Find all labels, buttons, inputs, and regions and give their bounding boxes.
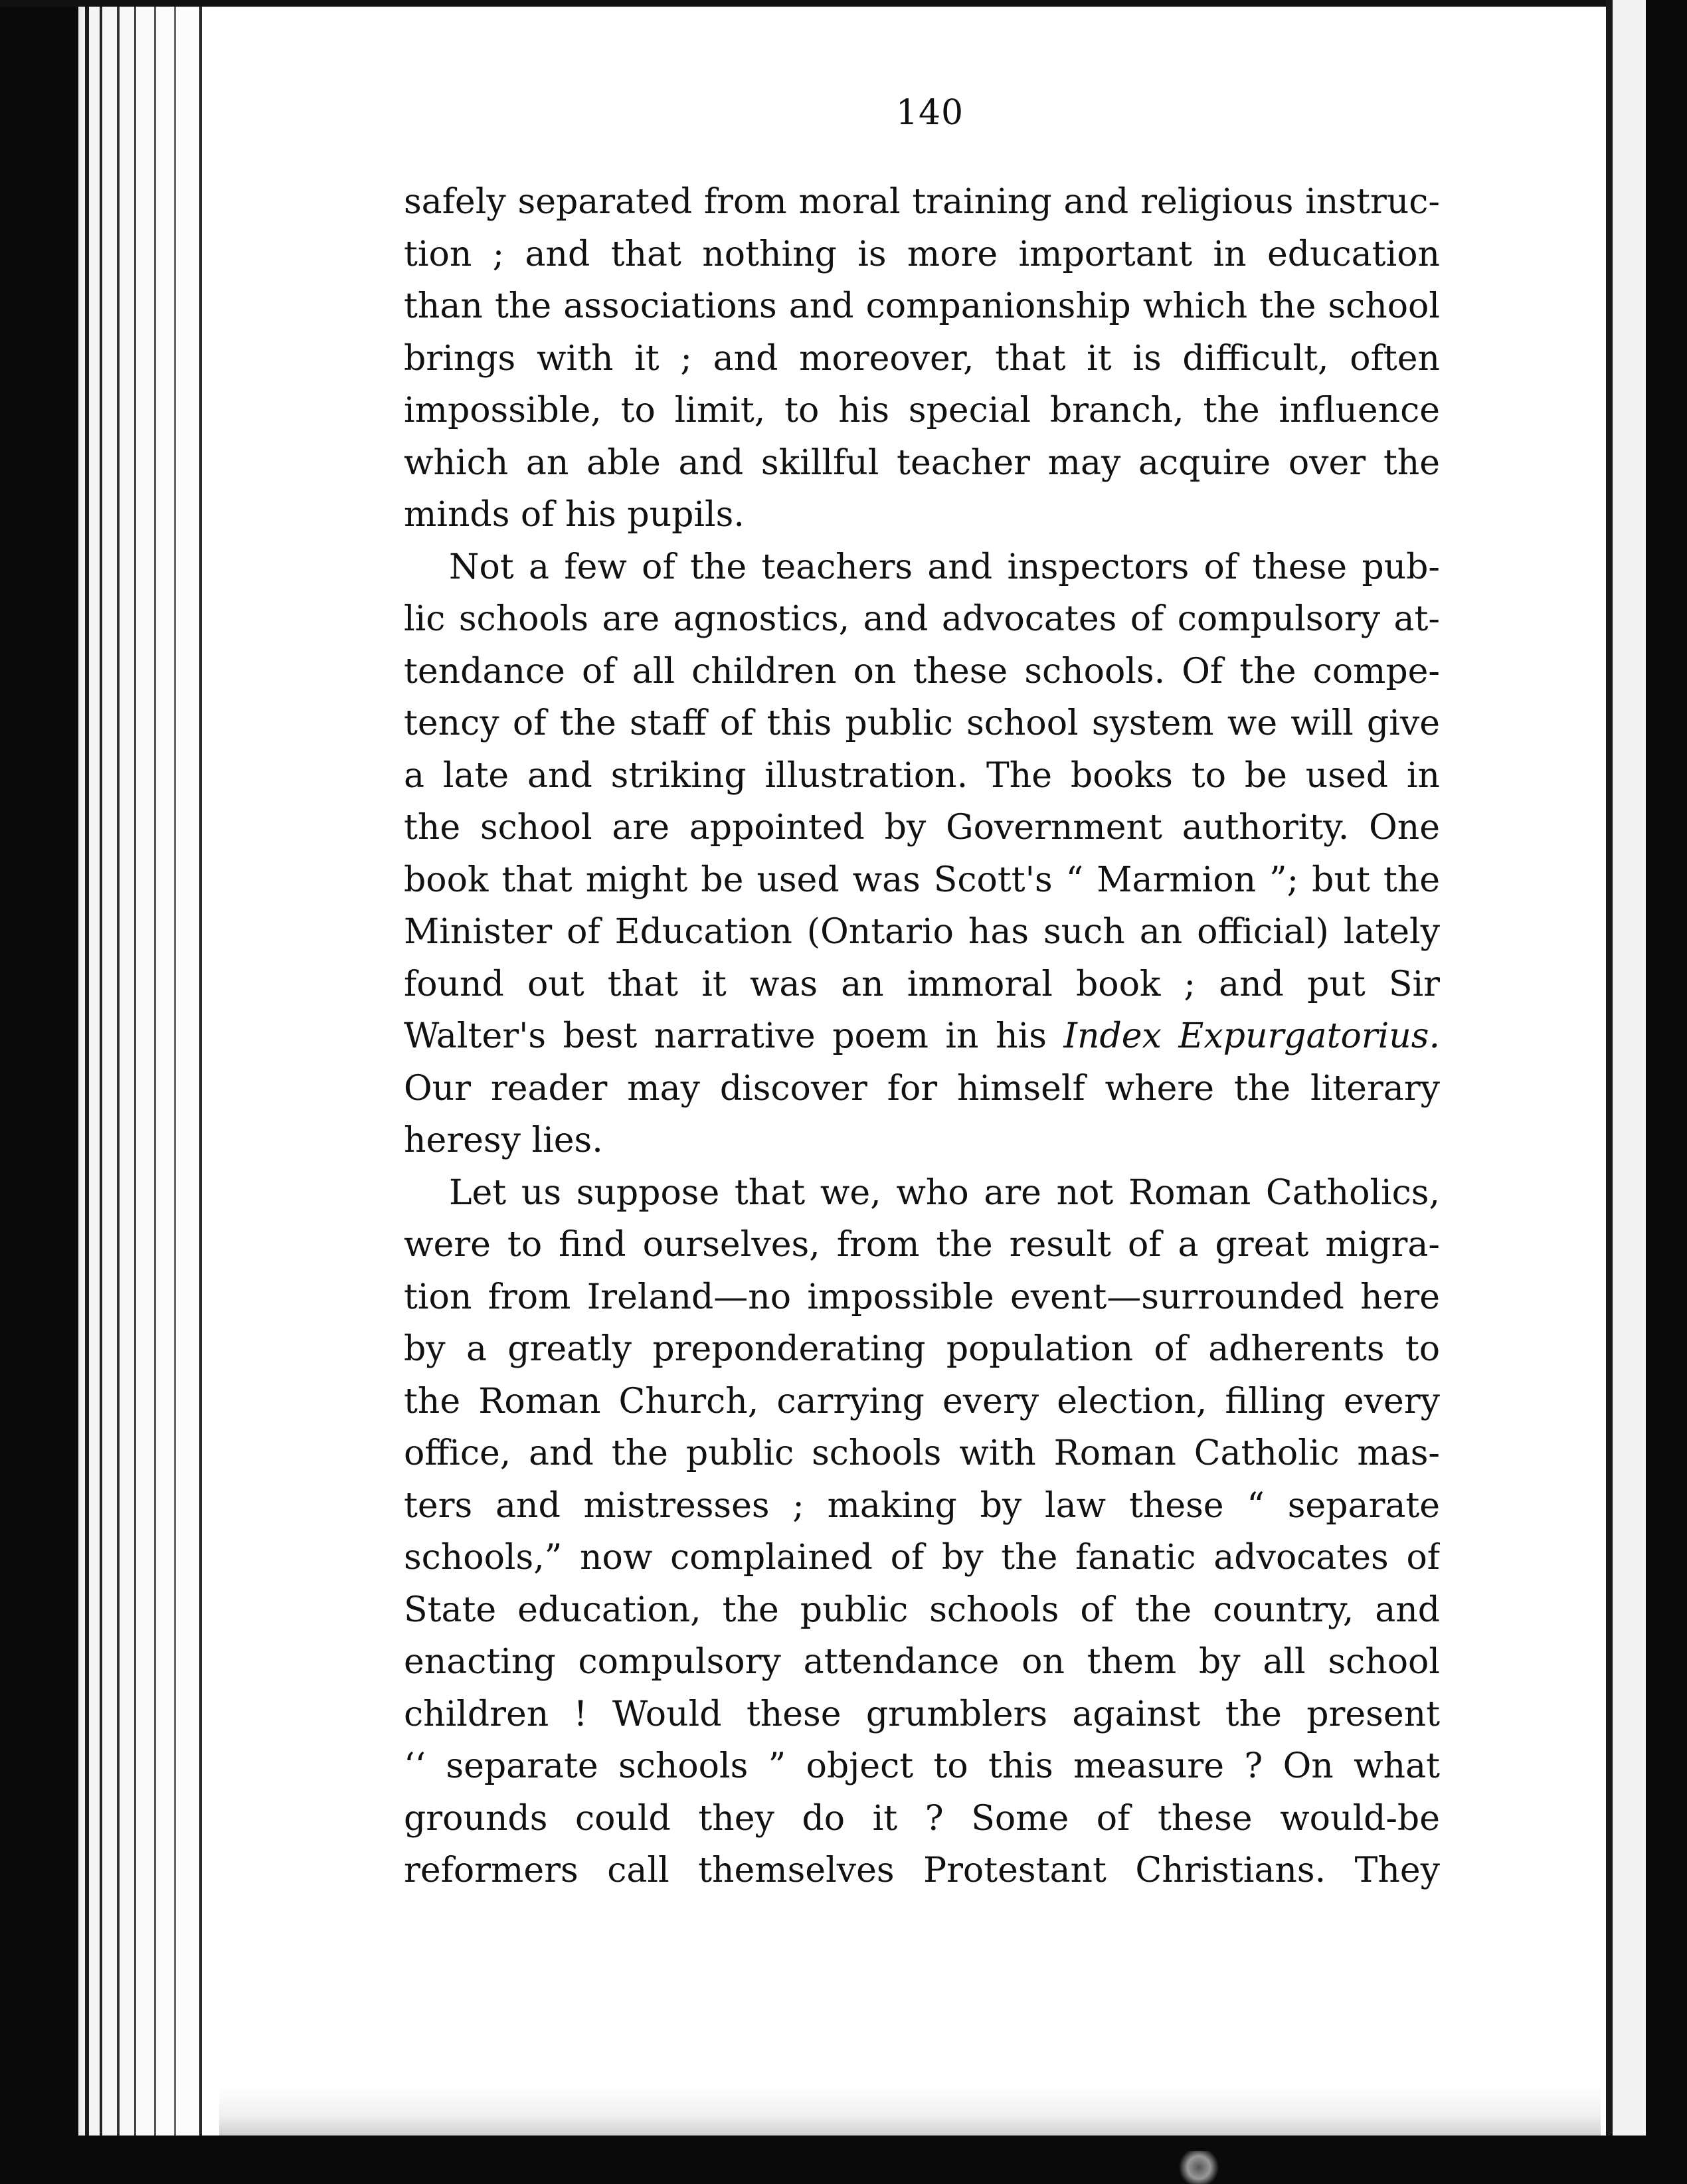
text-line: children ! Would these grumblers against the present: [404, 1694, 1440, 1734]
text-line: tion ; and that nothing is more important in education: [404, 234, 1440, 274]
text-line: tendance of all children on these schools. Of the compe-: [404, 651, 1440, 691]
text-line: Let us suppose that we, who are not Roman Catholics,: [449, 1172, 1440, 1213]
scan-right-border: [1606, 0, 1687, 2184]
text-line: office, and the public schools with Roman Catholic mas-: [404, 1433, 1440, 1473]
text-line: Not a few of the teachers and inspectors of these pub-: [449, 547, 1440, 587]
italic-title: Index Expurgatorius.: [1063, 1016, 1440, 1056]
text-line: ‘‘ separate schools ” object to this measure ? On what: [404, 1746, 1440, 1786]
text-line: State education, the public schools of the country, and: [404, 1590, 1440, 1630]
text-line: reformers call themselves Protestant Christians. They: [404, 1851, 1440, 1890]
book-spine-edge: [0, 0, 219, 2184]
text-line: heresy lies.: [404, 1121, 603, 1160]
scan-bottom-border: [0, 2136, 1687, 2184]
text-line: tency of the staff of this public school system we will give: [404, 703, 1440, 743]
page-body: [404, 176, 1440, 1897]
text-line: than the associations and companionship which the school: [404, 286, 1440, 326]
text-line: minds of his pupils.: [404, 495, 745, 535]
text-segment: Walter's best narrative poem in his: [404, 1016, 1064, 1056]
text-line: which an able and skillful teacher may acquire over the: [404, 442, 1440, 483]
page-bottom-margin: [219, 2086, 1601, 2139]
text-line: enacting compulsory attendance on them by all school: [404, 1642, 1440, 1682]
paragraph-1: [404, 176, 1440, 541]
text-line: were to find ourselves, from the result of a great migra-: [404, 1225, 1440, 1265]
text-line-with-italic: [404, 1010, 1440, 1063]
text-line: the Roman Church, carrying every election, filling every: [404, 1381, 1440, 1421]
text-line: Our reader may discover for himself where the literary: [404, 1068, 1440, 1109]
text-line: ters and mistresses ; making by law these “ separate: [404, 1485, 1440, 1526]
text-line: lic schools are agnostics, and advocates of compulsory at-: [404, 599, 1440, 639]
scan-top-border: [0, 0, 1687, 7]
page-number: 140: [895, 93, 964, 133]
text-line: the school are appointed by Government authority. One: [404, 808, 1440, 848]
text-line: schools,” now complained of by the fanatic advocates of: [404, 1538, 1440, 1578]
text-line: impossible, to limit, to his special branch, the influence: [404, 391, 1440, 430]
text-line: brings with it ; and moreover, that it is difficult, often: [404, 338, 1440, 379]
text-line: tion from Ireland—no impossible event—surrounded here: [404, 1277, 1440, 1317]
text-line: by a greatly preponderating population of adherents to: [404, 1329, 1440, 1369]
ink-blot: [1176, 2151, 1222, 2184]
paragraph-2: [404, 541, 1440, 1167]
text-line: found out that it was an immoral book ; and put Sir: [404, 964, 1440, 1004]
text-line: Minister of Education (Ontario has such an official) lately: [404, 912, 1440, 952]
paragraph-3: [404, 1167, 1440, 1897]
text-line: safely separated from moral training and religious instruc-: [404, 182, 1440, 222]
text-line: grounds could they do it ? Some of these would-be: [404, 1798, 1440, 1839]
text-line: book that might be used was Scott's “ Marmion ”; but the: [404, 860, 1440, 900]
text-line: a late and striking illustration. The books to be used in: [404, 755, 1440, 796]
